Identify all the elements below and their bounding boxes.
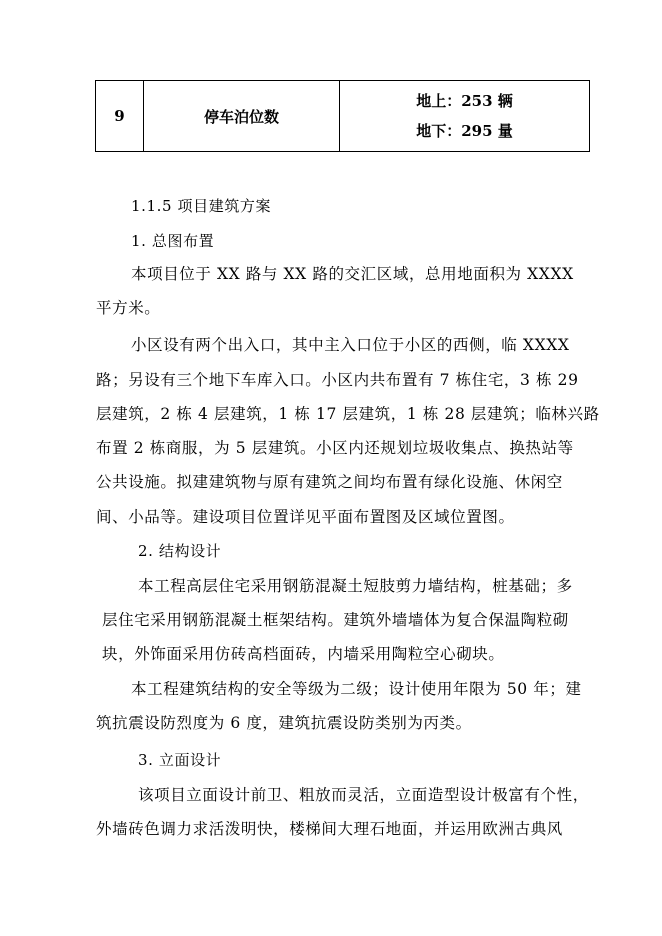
- below-ground-parking: 地下：295 量: [416, 122, 513, 140]
- row-number-cell: [96, 81, 144, 152]
- paragraph-line: 本项目位于 XX 路与 XX 路的交汇区域，总用地面积为 XXXX: [131, 265, 574, 283]
- paragraph-line: 层建筑，2 栋 4 层建筑，1 栋 17 层建筑，1 栋 28 层建筑；临林兴路: [96, 405, 600, 423]
- paragraph-line: 本工程高层住宅采用钢筋混凝土短肢剪力墙结构，桩基础；多: [138, 577, 573, 595]
- table-row: [96, 81, 590, 152]
- above-ground-parking: 地上：253 辆: [416, 92, 513, 110]
- item-cell: [144, 81, 340, 152]
- paragraph-line: 层住宅采用钢筋混凝土框架结构。建筑外墙墙体为复合保温陶粒砌: [102, 611, 569, 629]
- subsection-heading-facade: 3. 立面设计: [138, 751, 222, 769]
- paragraph-line: 路；另设有三个地下车库入口。小区内共布置有 7 栋住宅，3 栋 29: [96, 371, 579, 389]
- item-name: 停车泊位数: [203, 107, 279, 126]
- value-cell: [340, 81, 590, 152]
- paragraph-line: 筑抗震设防烈度为 6 度，建筑抗震设防类别为丙类。: [96, 714, 472, 732]
- paragraph-line: 外墙砖色调力求活泼明快，楼梯间大理石地面，并运用欧洲古典风: [96, 820, 563, 838]
- row-number: 9: [114, 107, 125, 125]
- section-heading: 1.1.5 项目建筑方案: [131, 197, 272, 215]
- paragraph-line: 小区设有两个出入口，其中主入口位于小区的西侧，临 XXXX: [131, 336, 570, 354]
- paragraph-line: 公共设施。拟建建筑物与原有建筑之间均布置有绿化设施、休闲空: [96, 473, 563, 491]
- subsection-heading-layout: 1. 总图布置: [131, 232, 215, 250]
- subsection-heading-structure: 2. 结构设计: [138, 542, 222, 560]
- paragraph-line: 该项目立面设计前卫、粗放而灵活，立面造型设计极富有个性，: [138, 786, 589, 804]
- paragraph-line: 布置 2 栋商服，为 5 层建筑。小区内还规划垃圾收集点、换热站等: [96, 439, 574, 457]
- paragraph-line: 平方米。: [96, 299, 161, 317]
- paragraph-line: 本工程建筑结构的安全等级为二级；设计使用年限为 50 年；建: [131, 680, 582, 698]
- paragraph-line: 块，外饰面采用仿砖高档面砖，内墙采用陶粒空心砌块。: [102, 645, 505, 663]
- parking-table: [95, 80, 590, 152]
- paragraph-line: 间、小品等。建设项目位置详见平面布置图及区域位置图。: [96, 508, 515, 526]
